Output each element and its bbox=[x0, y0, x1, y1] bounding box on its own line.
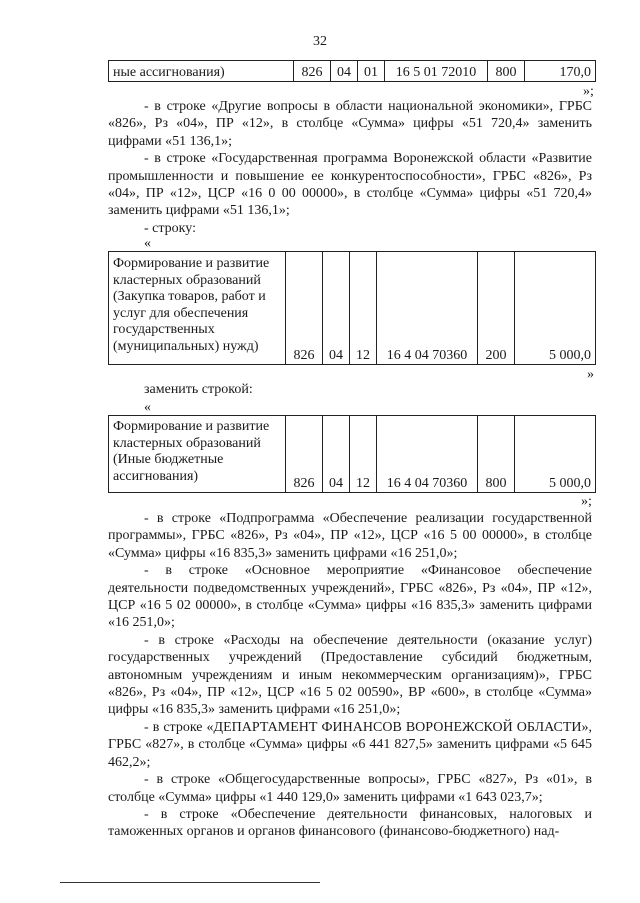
text-block-b bbox=[108, 510, 592, 841]
table-cell-vr: 800 bbox=[488, 61, 525, 82]
table-cell-grbs: 826 bbox=[286, 252, 323, 365]
table-row-old bbox=[108, 251, 596, 365]
replace-with-line: заменить строкой: bbox=[144, 382, 253, 397]
table-cell-pr: 01 bbox=[358, 61, 385, 82]
table-cell-vr: 800 bbox=[478, 416, 515, 493]
table-cell-name: Формирование и развитие кластерных образований (Иные бюджетные ассигнования) bbox=[109, 416, 286, 493]
table-cell-grbs: 826 bbox=[286, 416, 323, 493]
table-cell-csr: 16 4 04 70360 bbox=[377, 252, 478, 365]
paragraph: - в строке «Обеспечение деятельности финансовых, налоговых и таможенных органов и органов финансового (финансово-бюджетного) над- bbox=[108, 806, 592, 840]
paragraph: - в строке «Основное мероприятие «Финансовое обеспечение деятельности подведомственных учреждений», ГРБС «826», Рз «04», ПР «12», ЦСР «16 5 02 00000», в столбце «Сумма» цифры «16 835,3» заменить цифрами «16 251,0»; bbox=[108, 563, 592, 631]
close-quote: »; bbox=[583, 84, 594, 99]
paragraph: - в строке «Подпрограмма «Обеспечение реализации государственной программы», ГРБС «826», Рз «04», ПР «12», ЦСР «16 5 00 00000», в столбце «Сумма» цифры «16 835,3» заменить цифрами «16 251,0»; bbox=[108, 511, 592, 561]
table-cell-sum: 5 000,0 bbox=[515, 416, 596, 493]
table-cell-csr: 16 4 04 70360 bbox=[377, 416, 478, 493]
table-row-new bbox=[108, 415, 596, 493]
paragraph: - в строке «Расходы на обеспечение деятельности (оказание услуг) государственных учреждений (Предоставление субсидий бюджетным, автономным учреждениям и иным некоммерческим организациям)», ГРБС «826», Рз «04», ПР «12», ЦСР «16 5 02 00590», ВР «600», в столбце «Сумма» цифры «16 835,3» заменить цифрами «16 251,0»; bbox=[108, 632, 592, 718]
open-quote: « bbox=[144, 236, 151, 251]
open-quote: « bbox=[144, 400, 151, 415]
table-row-top bbox=[108, 60, 596, 82]
paragraph: - в строке «Другие вопросы в области национальной экономики», ГРБС «826», Рз «04», ПР «12», в столбце «Сумма» цифры «51 720,4» заменить цифрами «51 136,1»; bbox=[108, 99, 592, 149]
paragraph: - в строке «Государственная программа Воронежской области «Развитие промышленности и повышение ее конкурентоспособности», ГРБС «826», Рз «04», ПР «12», ЦСР «16 0 00 00000», в столбце «Сумма» цифры «51 720,4» заменить цифрами «51 136,1»; bbox=[108, 151, 592, 219]
paragraph: - строку: bbox=[144, 220, 196, 236]
table-cell-pr: 12 bbox=[350, 416, 377, 493]
table-cell-pr: 12 bbox=[350, 252, 377, 365]
table-cell-vr: 200 bbox=[478, 252, 515, 365]
table-cell-csr: 16 5 01 72010 bbox=[385, 61, 488, 82]
table-cell-name: ные ассигнования) bbox=[109, 61, 294, 82]
table-cell-name: Формирование и развитие кластерных образований (Закупка товаров, работ и услуг для обеспечения государственных (муниципальных) нужд) bbox=[109, 252, 286, 365]
table-cell-rz: 04 bbox=[323, 252, 350, 365]
page-number: 32 bbox=[313, 34, 327, 49]
close-quote: » bbox=[587, 367, 594, 382]
text-block-a bbox=[108, 98, 592, 237]
table-cell-rz: 04 bbox=[331, 61, 358, 82]
paragraph: - в строке «ДЕПАРТАМЕНТ ФИНАНСОВ ВОРОНЕЖСКОЙ ОБЛАСТИ», ГРБС «827», в столбце «Сумма» цифры «6 441 827,5» заменить цифрами «5 645 462,2»; bbox=[108, 719, 592, 770]
table-cell-grbs: 826 bbox=[294, 61, 331, 82]
table-cell-rz: 04 bbox=[323, 416, 350, 493]
close-quote: »; bbox=[581, 494, 592, 509]
table-cell-sum: 170,0 bbox=[525, 61, 596, 82]
footer-rule bbox=[60, 882, 320, 883]
table-cell-sum: 5 000,0 bbox=[515, 252, 596, 365]
paragraph: - в строке «Общегосударственные вопросы», ГРБС «827», Рз «01», в столбце «Сумма» цифры «1 440 129,0» заменить цифрами «1 643 023,7»; bbox=[108, 772, 592, 805]
